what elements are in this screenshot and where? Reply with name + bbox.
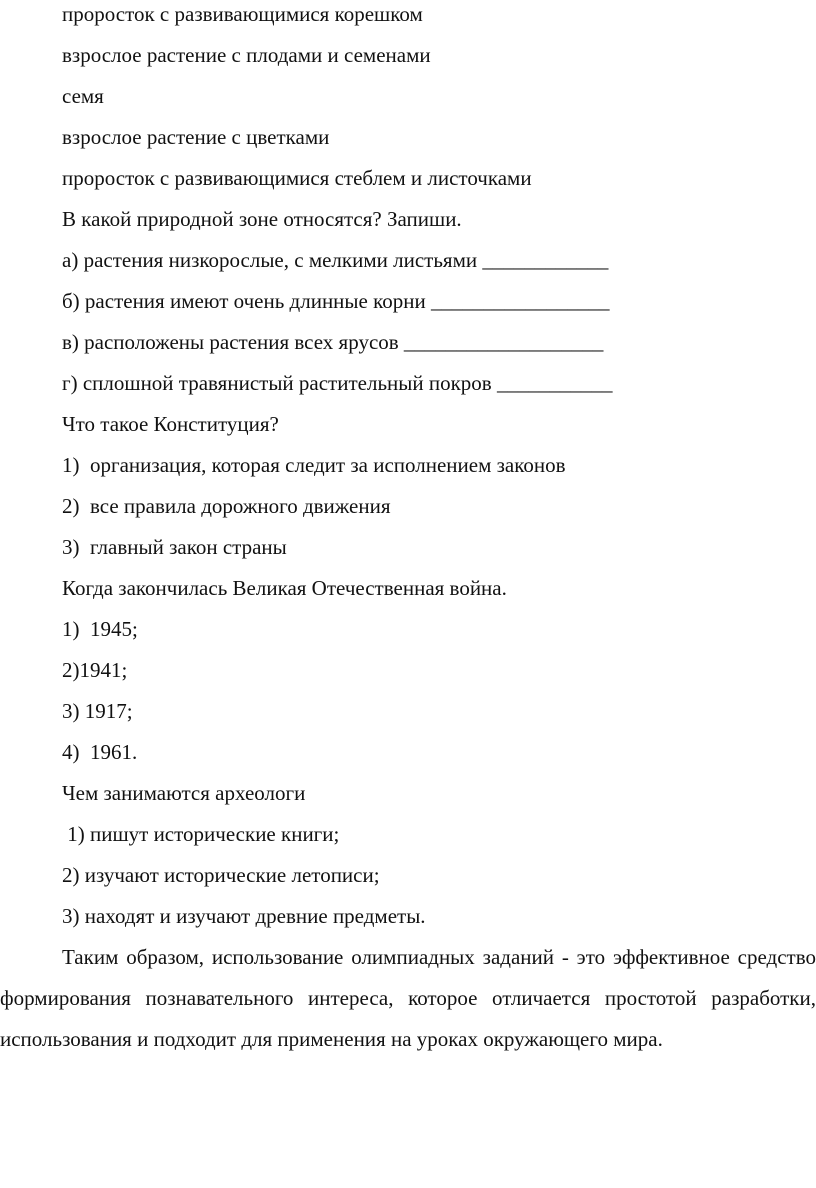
conclusion-text: Таким образом, использование олимпиадных заданий - это эффективное средство формирования познавательного интереса, которое отличается простотой разработки, использования и подходит для применения на уроках окружающего мира. <box>0 945 816 1051</box>
answer-option: 3) главный закон страны <box>62 535 287 559</box>
text-line: взрослое растение с плодами и семенами <box>62 43 431 67</box>
answer-option: 1) пишут исторические книги; <box>62 822 340 846</box>
answer-option: 1) 1945; <box>62 617 138 641</box>
answer-option: а) растения низкорослые, с мелкими листьями ____________ <box>62 248 609 272</box>
text-line: проросток с развивающимися стеблем и листочками <box>62 166 532 190</box>
question-heading: Когда закончилась Великая Отечественная война. <box>62 576 507 600</box>
answer-option: 2)1941; <box>62 658 128 682</box>
answer-option: 1) организация, которая следит за исполнением законов <box>62 453 566 477</box>
answer-option: б) растения имеют очень длинные корни _________________ <box>62 289 610 313</box>
text-line: проросток с развивающимися корешком <box>62 2 423 26</box>
answer-option: г) сплошной травянистый растительный покров ___________ <box>62 371 613 395</box>
text-line: взрослое растение с цветками <box>62 125 330 149</box>
text-line: семя <box>62 84 104 108</box>
answer-option: 2) все правила дорожного движения <box>62 494 391 518</box>
answer-option: 4) 1961. <box>62 740 138 764</box>
question-heading: Что такое Конституция? <box>62 412 279 436</box>
answer-option: 3) находят и изучают древние предметы. <box>62 904 426 928</box>
answer-option: в) расположены растения всех ярусов ___________________ <box>62 330 604 354</box>
conclusion-paragraph <box>0 937 816 1060</box>
answer-option: 3) 1917; <box>62 699 133 723</box>
question-heading: В какой природной зоне относятся? Запиши. <box>62 207 462 231</box>
answer-option: 2) изучают исторические летописи; <box>62 863 380 887</box>
question-heading: Чем занимаются археологи <box>62 781 306 805</box>
